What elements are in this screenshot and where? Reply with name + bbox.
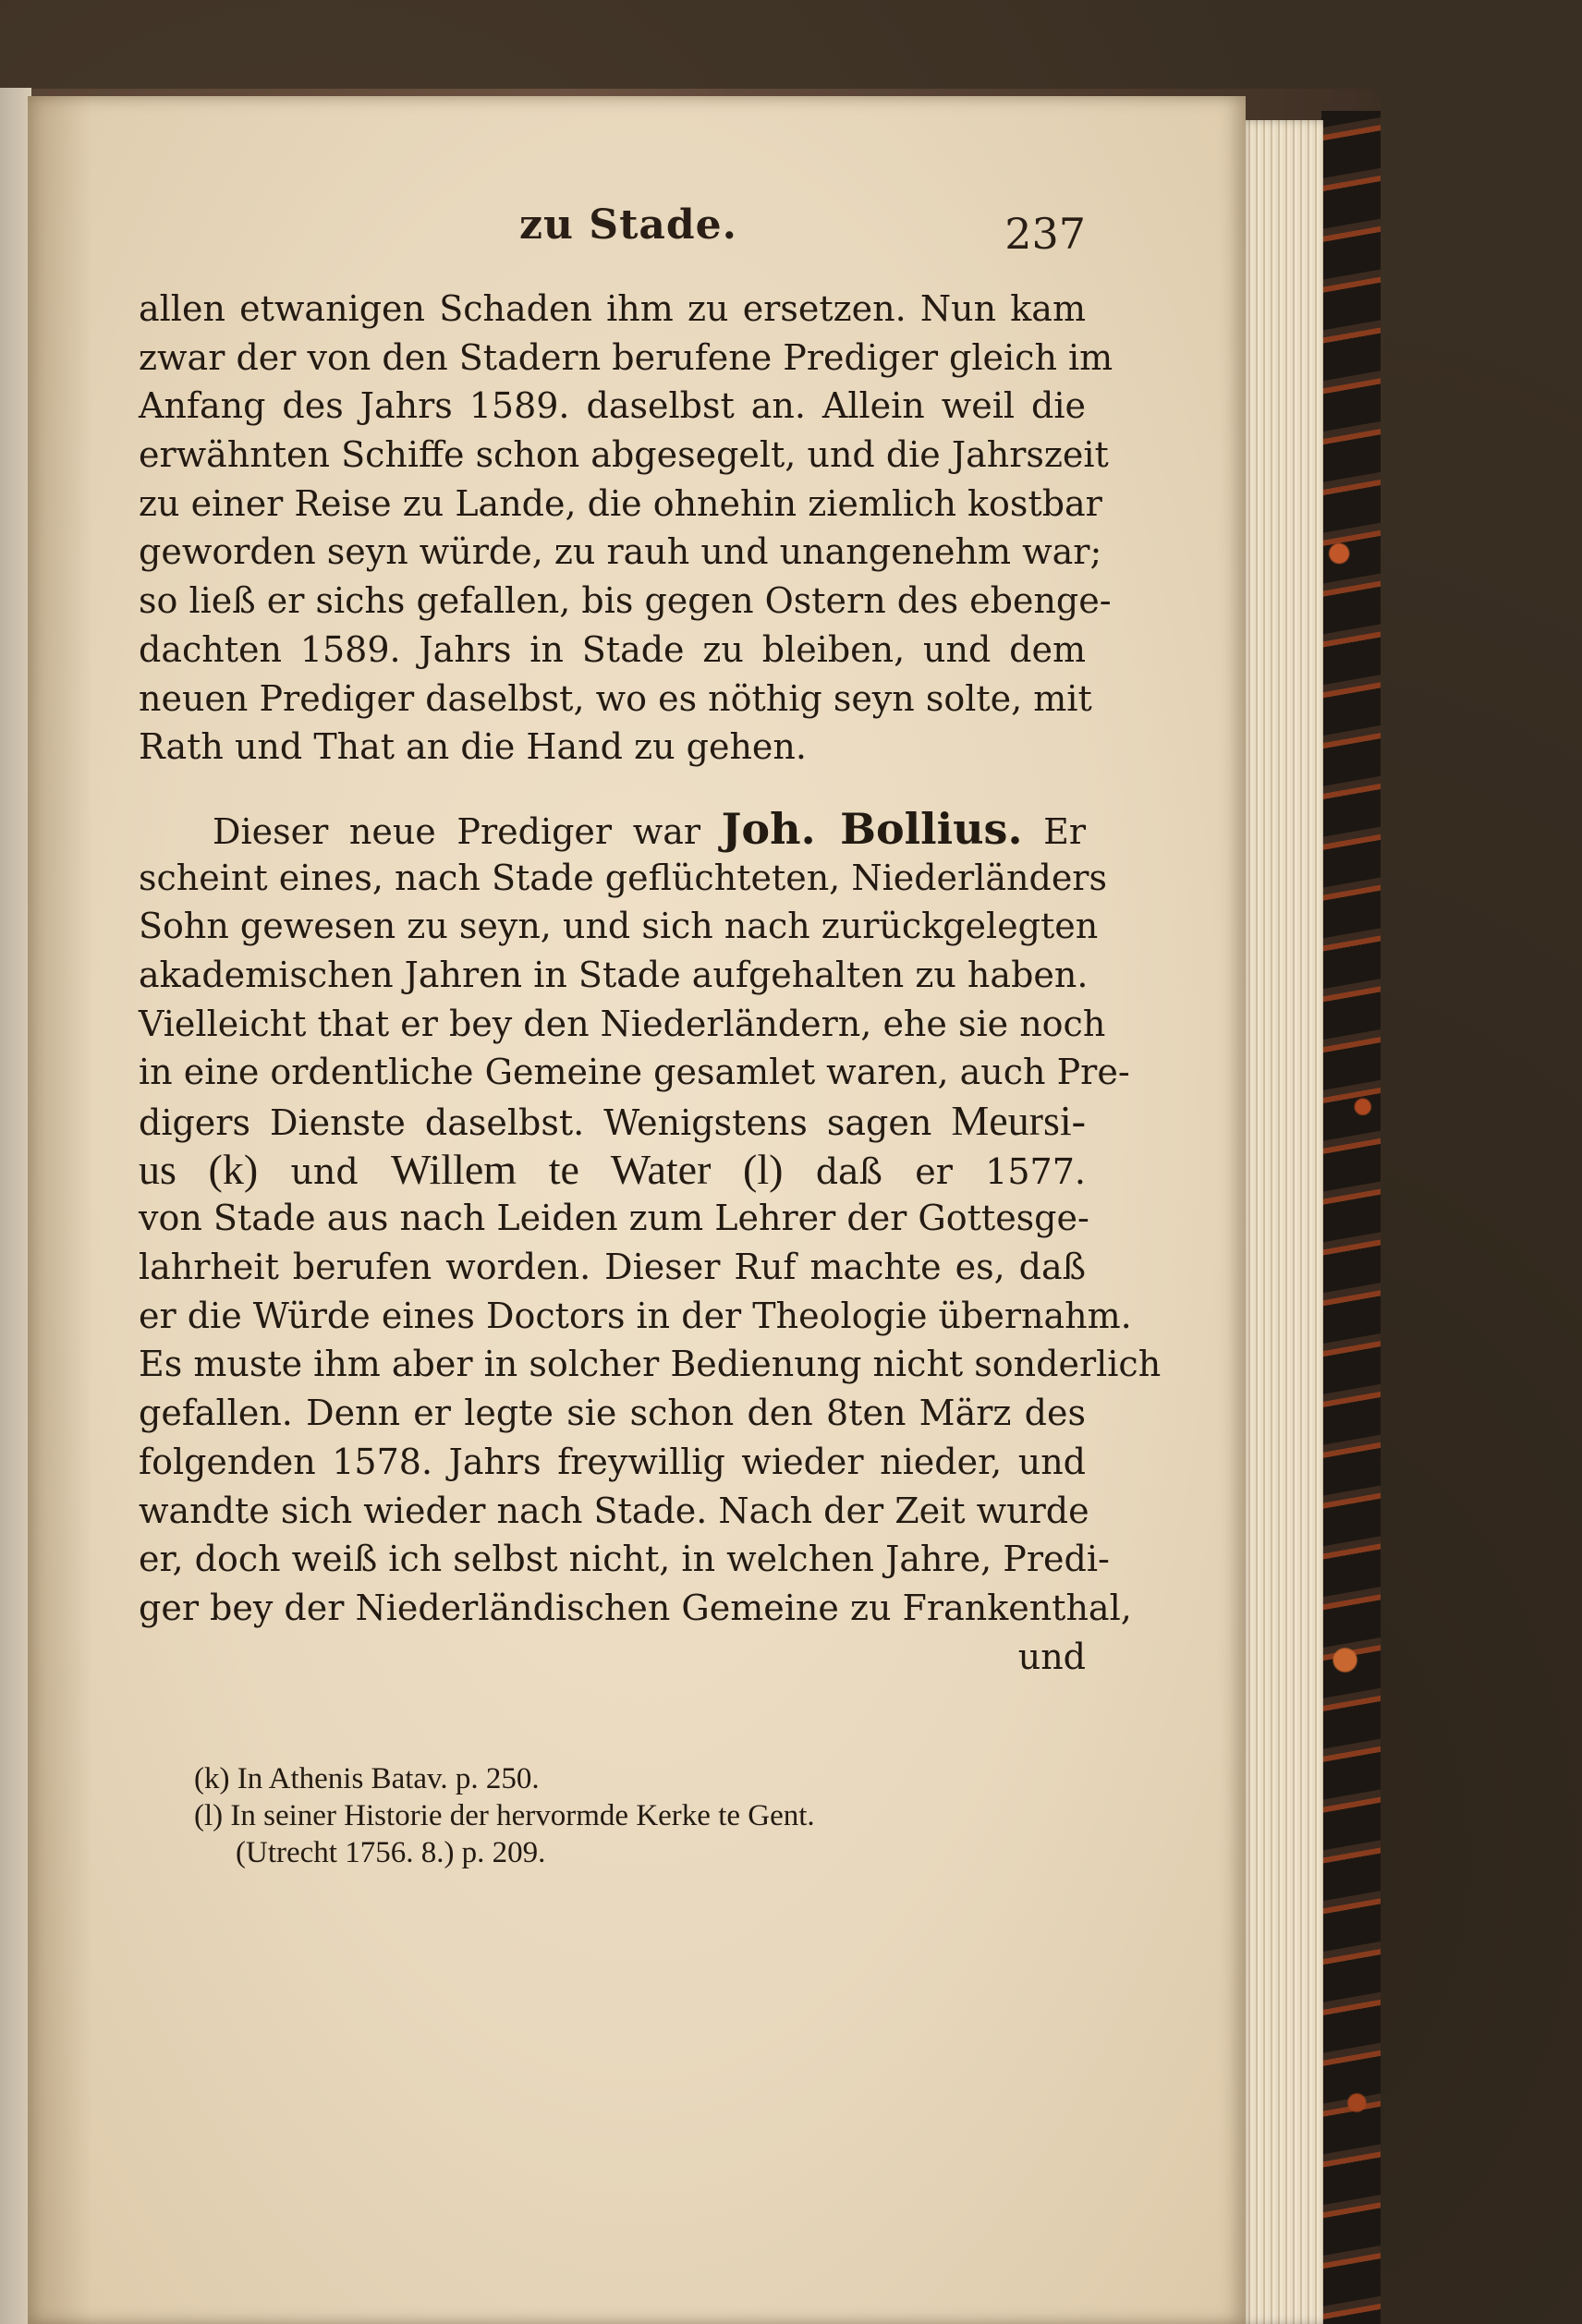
- footnote-l-continued: (Utrecht 1756. 8.) p. 209.: [236, 1836, 546, 1869]
- text-line: dachten 1589. Jahrs in Stade zu bleiben, und dem: [139, 628, 1086, 670]
- footnote-k: (k) In Athenis Batav. p. 250.: [194, 1762, 540, 1795]
- footnote-l: (l) In seiner Historie der hervormde Kerke te Gent.: [194, 1799, 815, 1832]
- text-line: zu einer Reise zu Lande, die ohnehin ziemlich kostbar: [139, 482, 1102, 524]
- text-line: Anfang des Jahrs 1589. daselbst an. Allein weil die: [139, 385, 1086, 427]
- text-line: neuen Prediger daselbst, wo es nöthig seyn solte, mit: [139, 677, 1092, 719]
- page-number: 237: [1004, 209, 1086, 259]
- text-fragment: daß er 1577.: [815, 1150, 1086, 1192]
- text-line: folgenden 1578. Jahrs freywillig wieder nieder, und: [139, 1441, 1086, 1482]
- text-line: [139, 805, 1086, 854]
- text-fragment: Dieser neue Prediger war: [213, 810, 701, 852]
- text-fragment: Er: [1043, 810, 1086, 852]
- text-line: so ließ er sichs gefallen, bis gegen Ostern des ebenge-: [139, 580, 1112, 622]
- text-line: wandte sich wieder nach Stade. Nach der Zeit wurde: [139, 1490, 1089, 1531]
- text-line: scheint eines, nach Stade geflüchteten, Niederländers: [139, 857, 1107, 898]
- text-fragment: digers Dienste daselbst. Wenigstens sagen: [139, 1102, 932, 1143]
- author-name: Meursi-: [951, 1097, 1086, 1144]
- running-title: zu Stade.: [519, 201, 737, 249]
- text-line: er die Würde eines Doctors in der Theologie übernahm.: [139, 1295, 1132, 1336]
- text-line: akademischen Jahren in Stade aufgehalten zu haben.: [139, 954, 1089, 995]
- author-name: us (k): [139, 1145, 259, 1193]
- text-line: er, doch weiß ich selbst nicht, in welchen Jahre, Predi-: [139, 1539, 1110, 1580]
- text-line: allen etwanigen Schaden ihm zu ersetzen. Nun kam: [139, 288, 1086, 329]
- paragraph-gap: [139, 772, 1086, 805]
- text-fragment: und: [290, 1150, 359, 1192]
- text-line: Vielleicht that er bey den Niederländern, ehe sie noch: [139, 1003, 1106, 1044]
- author-name: Willem te Water (l): [390, 1145, 784, 1193]
- text-line: in eine ordentliche Gemeine gesamlet waren, auch Pre-: [139, 1052, 1130, 1093]
- text-line: [139, 1146, 1086, 1195]
- body-text: [139, 285, 1162, 1681]
- text-line: geworden seyn würde, zu rauh und unangenehm war;: [139, 531, 1102, 573]
- catchword: und: [1017, 1636, 1086, 1677]
- text-line: zwar der von den Stadern berufene Prediger gleich im: [139, 336, 1113, 378]
- text-line: ger bey der Niederländischen Gemeine zu Frankenthal,: [139, 1587, 1132, 1628]
- text-line: Rath und That an die Hand zu gehen.: [139, 726, 807, 768]
- page-block-edges: [1238, 120, 1323, 2324]
- text-line: von Stade aus nach Leiden zum Lehrer der Gottesge-: [139, 1198, 1089, 1239]
- gutter-shadow: [28, 96, 92, 2324]
- text-line: Sohn gewesen zu seyn, und sich nach zurückgelegten: [139, 906, 1099, 947]
- text-line: gefallen. Denn er legte sie schon den 8ten März des: [139, 1393, 1086, 1434]
- text-line: erwähnten Schiffe schon abgesegelt, und die Jahrszeit: [139, 434, 1109, 476]
- text-line: Es muste ihm aber in solcher Bedienung nicht sonderlich: [139, 1344, 1162, 1385]
- person-name: Joh. Bollius.: [721, 803, 1023, 854]
- text-line: [139, 1097, 1086, 1146]
- marbled-edge: [1321, 111, 1381, 2324]
- text-line: lahrheit berufen worden. Dieser Ruf machte es, daß: [139, 1247, 1086, 1288]
- footnotes: [194, 1760, 1100, 1871]
- facing-page-edge: [0, 88, 31, 2324]
